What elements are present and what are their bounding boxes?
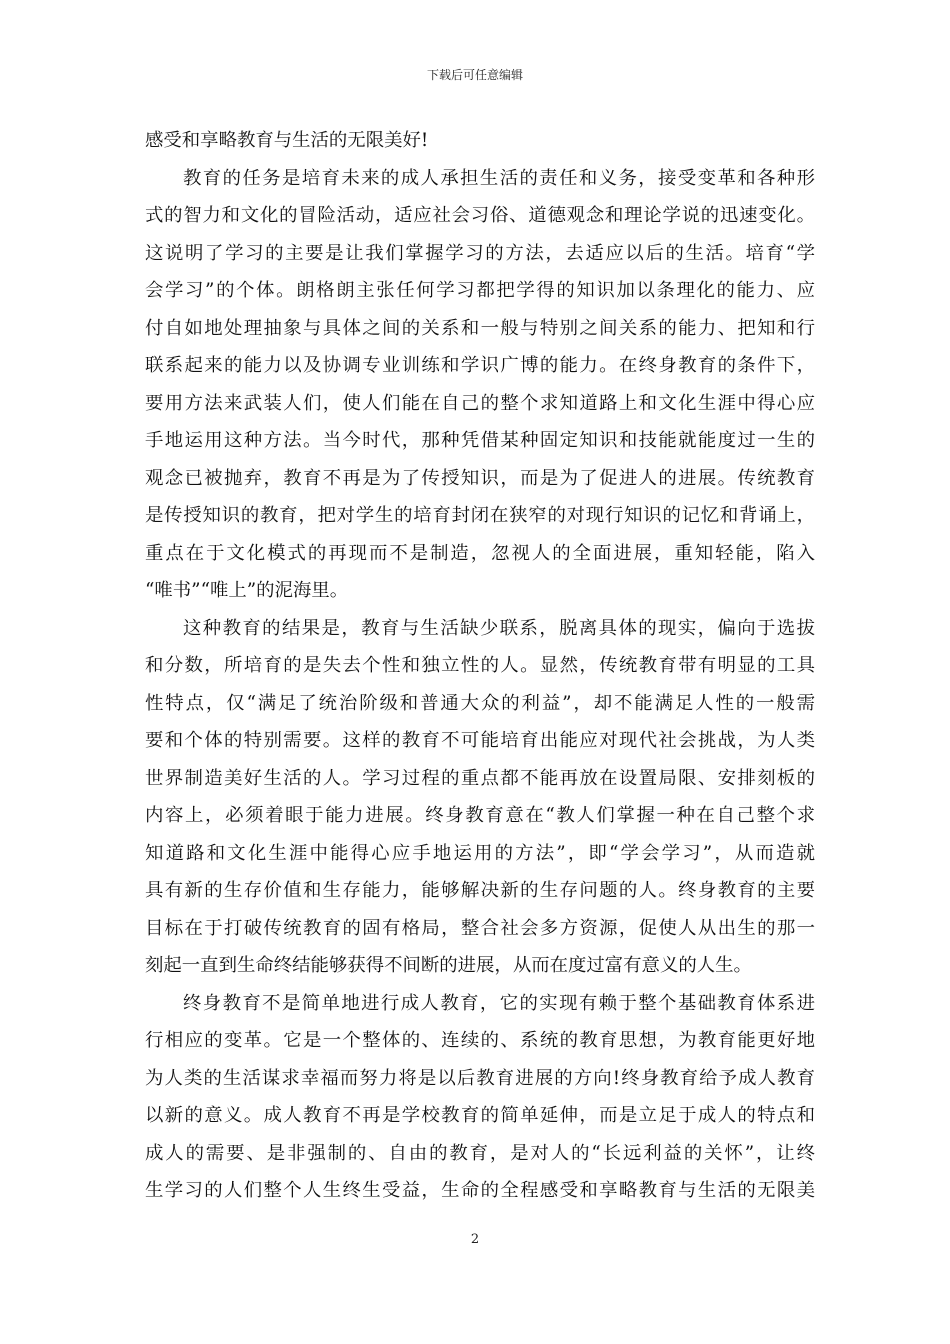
document-body [145, 122, 815, 1210]
page-header: 下载后可任意编辑 [426, 68, 523, 82]
text-line: 式的智力和文化的冒险活动，适应社会习俗、道德观念和理论学说的迅速变化。 [145, 205, 815, 226]
text-line: “唯书”“唯上”的泥海里。 [145, 580, 349, 601]
text-line: 为人类的生活谋求幸福而努力将是以后教育进展的方向!终身教育给予成人教育 [145, 1067, 815, 1089]
text-line: 行相应的变革。它是一个整体的、连续的、系统的教育思想，为教育能更好地 [145, 1030, 815, 1051]
text-line: 这说明了学习的主要是让我们掌握学习的方法，去适应以后的生活。培育“学 [145, 242, 815, 264]
text-line: 教育的任务是培育未来的成人承担生活的责任和义务，接受变革和各种形 [183, 167, 815, 189]
text-line: 世界制造美好生活的人。学习过程的重点都不能再放在设置局限、安排刻板的 [145, 767, 815, 789]
text-line: 内容上，必须着眼于能力进展。终身教育意在“教人们掌握一种在自己整个求 [145, 805, 815, 826]
text-line: 知道路和文化生涯中能得心应手地运用的方法”，即“学会学习”，从而造就 [145, 842, 815, 864]
text-line: 重点在于文化模式的再现而不是制造，忽视人的全面进展，重知轻能，陷入 [145, 542, 815, 564]
text-line: 具有新的生存价值和生存能力，能够解决新的生存问题的人。终身教育的主要 [145, 880, 815, 901]
text-line: 目标在于打破传统教育的固有格局，整合社会多方资源，促使人从出生的那一 [145, 917, 815, 939]
text-line: 刻起一直到生命终结能够获得不间断的进展，从而在度过富有意义的人生。 [145, 955, 752, 976]
text-line: 生学习的人们整个人生终生受益，生命的全程感受和享略教育与生活的无限美 [145, 1180, 815, 1201]
text-line: 性特点，仅“满足了统治阶级和普通大众的利益”，却不能满足人性的一般需 [145, 692, 815, 714]
text-line: 是传授知识的教育，把对学生的培育封闭在狭窄的对现行知识的记忆和背诵上， [145, 505, 815, 526]
text-line: 手地运用这种方法。当今时代，那种凭借某种固定知识和技能就能度过一生的 [145, 430, 815, 451]
text-line: 观念已被抛弃，教育不再是为了传授知识，而是为了促进人的进展。传统教育 [145, 467, 815, 489]
text-line: 成人的需要、是非强制的、自由的教育，是对人的“长远利益的关怀”，让终 [145, 1142, 815, 1164]
text-line: 这种教育的结果是，教育与生活缺少联系，脱离具体的现实，偏向于选拔 [183, 617, 815, 639]
text-line: 以新的意义。成人教育不再是学校教育的简单延伸，而是立足于成人的特点和 [145, 1105, 815, 1126]
text-line: 付自如地处理抽象与具体之间的关系和一般与特别之间关系的能力、把知和行 [145, 317, 815, 339]
page-number: 2 [470, 1232, 480, 1247]
text-line: 终身教育不是简单地进行成人教育，它的实现有赖于整个基础教育体系进 [183, 992, 815, 1014]
text-line: 感受和享略教育与生活的无限美好! [145, 130, 429, 151]
text-line: 要用方法来武装人们，使人们能在自己的整个求知道路上和文化生涯中得心应 [145, 392, 815, 414]
text-line: 联系起来的能力以及协调专业训练和学识广博的能力。在终身教育的条件下， [145, 355, 815, 376]
text-line: 要和个体的特别需要。这样的教育不可能培育出能应对现代社会挑战，为人类 [145, 730, 815, 751]
text-line: 会学习”的个体。朗格朗主张任何学习都把学得的知识加以条理化的能力、应 [145, 280, 815, 301]
text-line: 和分数，所培育的是失去个性和独立性的人。显然，传统教育带有明显的工具 [145, 655, 815, 676]
